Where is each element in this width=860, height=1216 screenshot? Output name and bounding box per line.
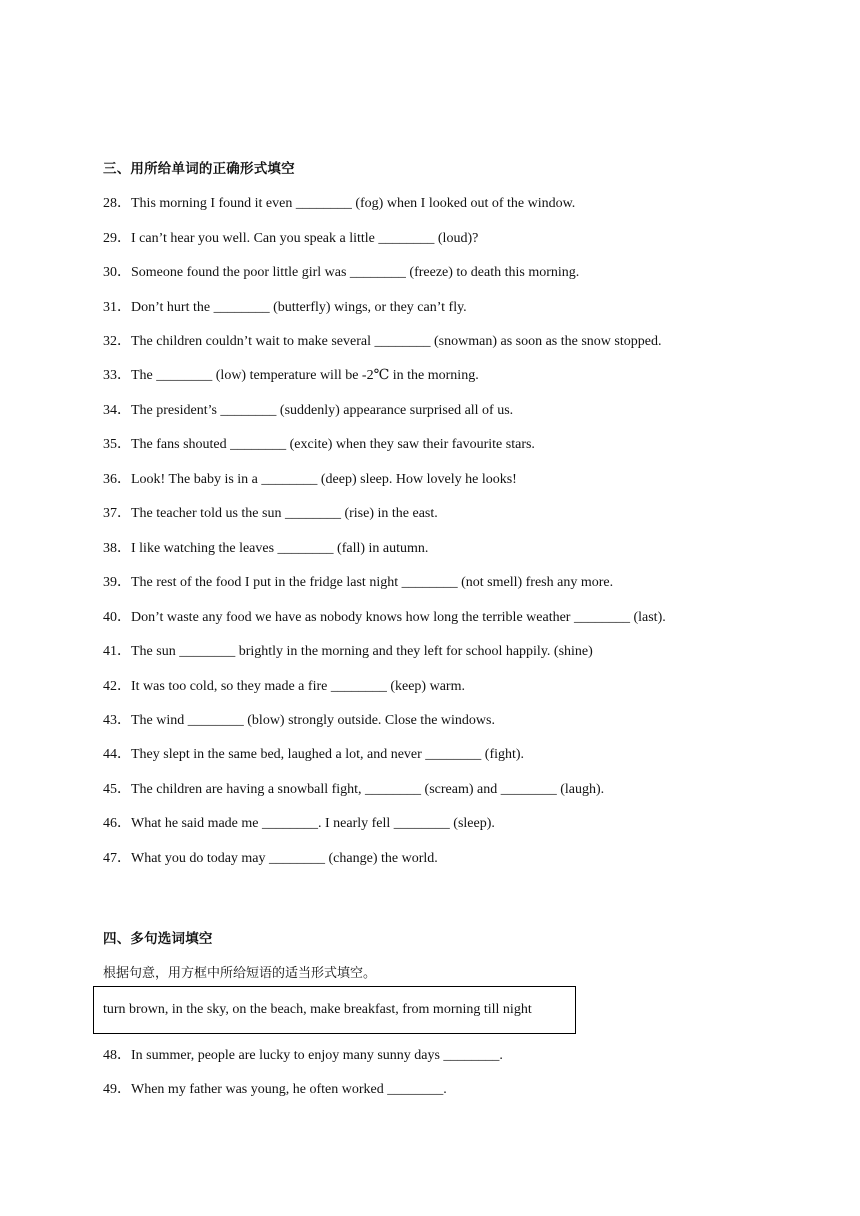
question-33 xyxy=(103,364,479,384)
question-number: 44． xyxy=(103,747,131,762)
question-43 xyxy=(103,709,495,729)
question-text: The wind ________ (blow) strongly outside. Close the windows. xyxy=(131,713,495,728)
question-39 xyxy=(103,571,613,591)
question-42 xyxy=(103,675,465,695)
question-text: Don’t hurt the ________ (butterfly) wings, or they can’t fly. xyxy=(131,300,467,315)
question-41 xyxy=(103,640,593,660)
question-30 xyxy=(103,261,579,281)
question-38 xyxy=(103,537,428,557)
question-number: 28． xyxy=(103,196,131,211)
question-35 xyxy=(103,433,535,453)
question-text: In summer, people are lucky to enjoy many sunny days ________. xyxy=(131,1048,503,1063)
question-text: What he said made me ________. I nearly fell ________ (sleep). xyxy=(131,816,495,831)
word-box: turn brown, in the sky, on the beach, make breakfast, from morning till night xyxy=(93,986,576,1034)
question-text: The fans shouted ________ (excite) when they saw their favourite stars. xyxy=(131,437,535,452)
question-number: 38． xyxy=(103,541,131,556)
question-number: 49． xyxy=(103,1082,131,1097)
question-text: The teacher told us the sun ________ (rise) in the east. xyxy=(131,506,438,521)
question-text: The children are having a snowball fight, ________ (scream) and ________ (laugh). xyxy=(131,782,605,797)
question-46 xyxy=(103,812,495,832)
question-number: 37． xyxy=(103,506,131,521)
question-34 xyxy=(103,399,513,419)
question-number: 48． xyxy=(103,1048,131,1063)
question-text: The rest of the food I put in the fridge last night ________ (not smell) fresh any more. xyxy=(131,575,614,590)
question-text: Don’t waste any food we have as nobody knows how long the terrible weather ________ (last). xyxy=(131,610,666,625)
question-32 xyxy=(103,330,661,350)
question-number: 41． xyxy=(103,644,131,659)
question-number: 29． xyxy=(103,231,131,246)
question-number: 42． xyxy=(103,679,131,694)
question-number: 40． xyxy=(103,610,131,625)
question-40 xyxy=(103,606,666,626)
question-number: 47． xyxy=(103,851,131,866)
question-number: 45． xyxy=(103,782,131,797)
question-45 xyxy=(103,778,604,798)
question-text: It was too cold, so they made a fire ________ (keep) warm. xyxy=(131,679,465,694)
question-text: I like watching the leaves ________ (fall) in autumn. xyxy=(131,541,429,556)
question-49 xyxy=(103,1078,447,1098)
question-37 xyxy=(103,502,438,522)
question-text: Look! The baby is in a ________ (deep) sleep. How lovely he looks! xyxy=(131,472,517,487)
question-number: 34． xyxy=(103,403,131,418)
question-number: 46． xyxy=(103,816,131,831)
question-text: The sun ________ brightly in the morning and they left for school happily. (shine) xyxy=(131,644,593,659)
question-text: The ________ (low) temperature will be -2℃ in the morning. xyxy=(131,368,479,383)
question-29 xyxy=(103,227,478,247)
question-number: 33． xyxy=(103,368,131,383)
question-text: The children couldn’t wait to make several ________ (snowman) as soon as the snow stopped. xyxy=(131,334,662,349)
question-text: This morning I found it even ________ (fog) when I looked out of the window. xyxy=(131,196,576,211)
question-number: 31． xyxy=(103,300,131,315)
question-44 xyxy=(103,743,524,763)
question-48 xyxy=(103,1044,503,1064)
question-text: I can’t hear you well. Can you speak a little ________ (loud)? xyxy=(131,231,479,246)
question-number: 30． xyxy=(103,265,131,280)
question-number: 35． xyxy=(103,437,131,452)
question-31 xyxy=(103,296,467,316)
section-4-instruction: 根据句意，用方框中所给短语的适当形式填空。 xyxy=(103,966,377,981)
question-text: Someone found the poor little girl was ________ (freeze) to death this morning. xyxy=(131,265,580,280)
section-3-heading: 三、用所给单词的正确形式填空 xyxy=(103,161,295,177)
question-text: When my father was young, he often worked ________. xyxy=(131,1082,447,1097)
question-28 xyxy=(103,192,575,212)
question-number: 39． xyxy=(103,575,131,590)
question-number: 43． xyxy=(103,713,131,728)
question-text: They slept in the same bed, laughed a lot, and never ________ (fight). xyxy=(131,747,525,762)
question-number: 36． xyxy=(103,472,131,487)
question-text: What you do today may ________ (change) the world. xyxy=(131,851,438,866)
section-4-heading: 四、多句选词填空 xyxy=(103,931,213,947)
question-36 xyxy=(103,468,517,488)
question-number: 32． xyxy=(103,334,131,349)
question-text: The president’s ________ (suddenly) appearance surprised all of us. xyxy=(131,403,514,418)
question-47 xyxy=(103,847,438,867)
